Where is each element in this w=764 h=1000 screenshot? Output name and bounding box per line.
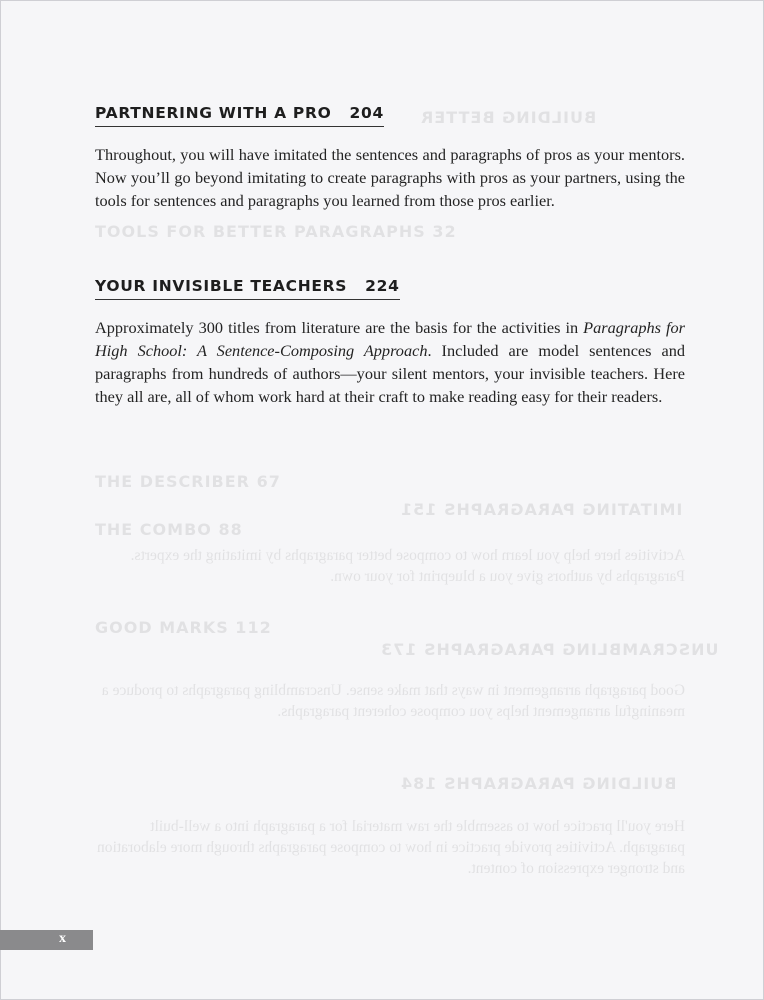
book-title: Paragraphs for High School: A Sentence-Composing Approach — [95, 318, 685, 360]
section-page-number: 224 — [365, 277, 400, 295]
body-text-segment: . Included are model sentences and paragraphs from hundreds of authors—your silent mentors, your invisible teachers. Here they all are, all of whom work hard at their craft to make reading easy for their readers. — [95, 341, 686, 406]
section-heading — [95, 277, 400, 300]
section-heading — [95, 104, 384, 127]
section-partnering-with-a-pro — [95, 104, 685, 212]
section-title: YOUR INVISIBLE TEACHERS — [95, 277, 348, 295]
section-body — [95, 316, 685, 408]
section-title: PARTNERING WITH A PRO — [95, 104, 332, 122]
page-number-tab — [0, 930, 93, 950]
section-your-invisible-teachers — [95, 277, 685, 408]
section-body: Throughout, you will have imitated the sentences and paragraphs of pros as your mentors. Now you’ll go beyond imitating to create paragraphs with pros as your partners, using the tools for sentences and paragraphs you learned from those pros earlier. — [95, 145, 685, 210]
reverse-page-show-through: BUILDING BETTER TOOLS FOR BETTER PARAGRAPHS 32 THE DESCRIBER 67 THE COMBO 88 GOOD MARKS 112 IMITATING PARAGRAPHS 151 UNSCRAMBLING PARAGRAPHS 173 BUILDING PARAGRAPHS 184 Activities here help you learn how to compose better paragraphs by imitating the experts. Paragraphs by authors give you a blueprint for your own. Good paragraph arrangement in ways that make sense. Unscrambling paragraphs to produce a meaningful arrangement helps you compose coherent paragraphs. Here you'll practice how to assemble the raw material for a paragraph into a well-built paragraph. Activities provide practice in how to compose paragraphs through more elaboration and stronger expression of content. — [95, 108, 719, 877]
section-page-number: 204 — [349, 104, 384, 122]
page-number: x — [59, 931, 66, 946]
body-text-segment: Approximately 300 titles from literature are the basis for the activities in — [95, 318, 584, 337]
